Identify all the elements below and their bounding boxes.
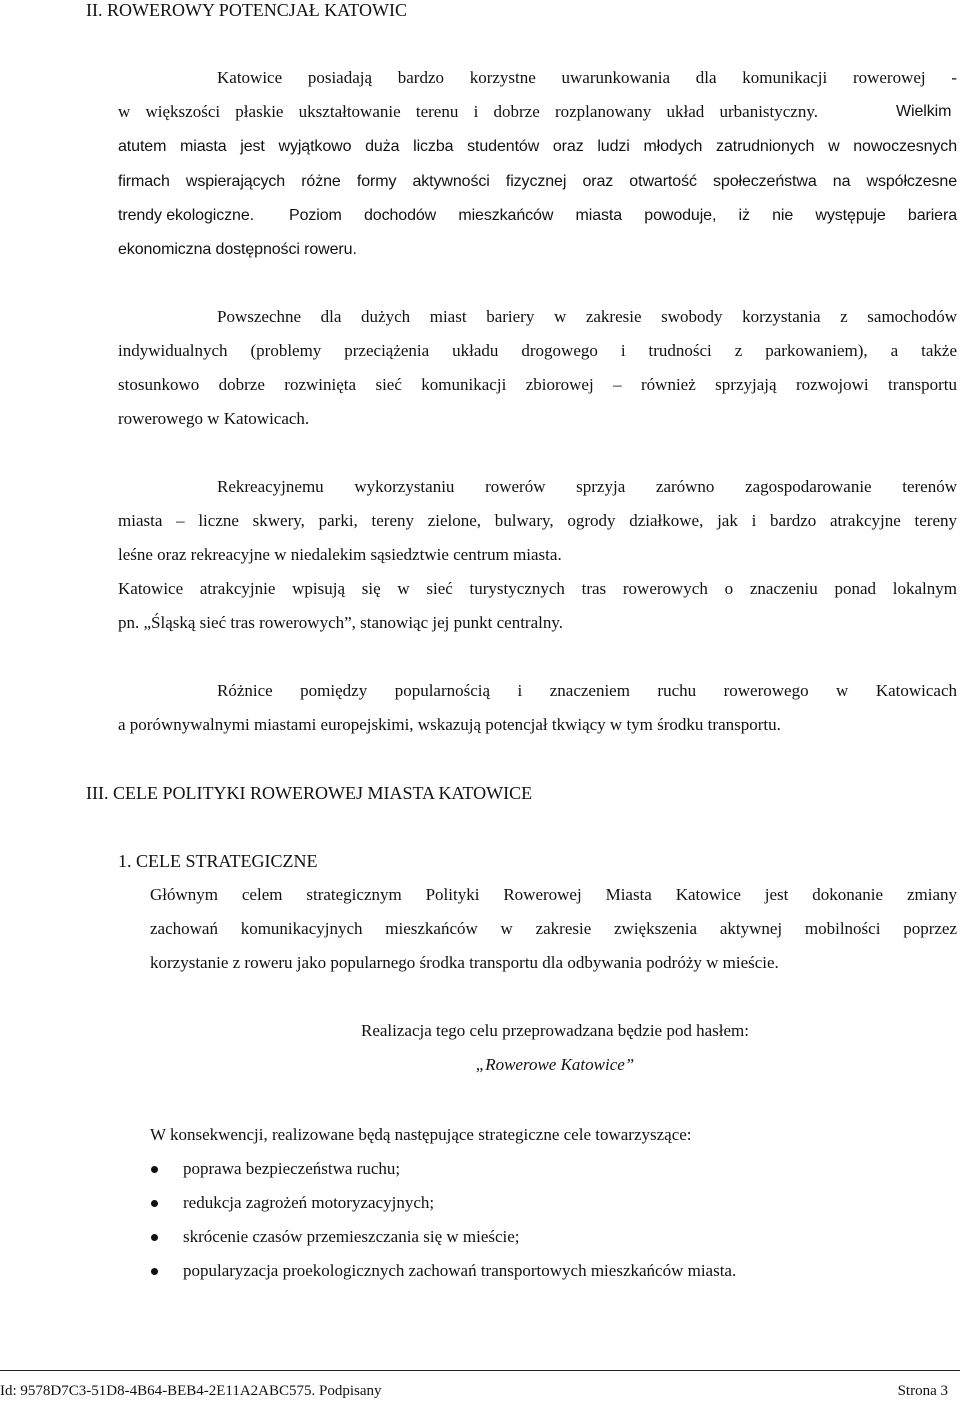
paragraph-line: firmach wspierających różne formy aktywności fizycznej oraz otwartość społeczeństwa na współczesne [118, 173, 957, 190]
section-title-3: III. CELE POLITYKI ROWEROWEJ MIASTA KATOWICE [86, 783, 533, 803]
paragraph-line: indywidualnych (problemy przeciążenia układu drogowego i trudności z parkowaniem), a także [118, 341, 957, 360]
list-intro: W konsekwencji, realizowane będą następujące strategiczne cele towarzyszące: [150, 1125, 692, 1144]
paragraph-line: korzystanie z roweru jako popularnego środka transportu dla odbywania podróży w mieście. [150, 953, 779, 972]
list-item: skrócenie czasów przemieszczania się w mieście; [183, 1227, 520, 1246]
paragraph-line: Rekreacyjnemu wykorzystaniu rowerów sprzyja zarówno zagospodarowanie terenów [217, 477, 957, 496]
paragraph-line: Katowice atrakcyjnie wpisują się w sieć turystycznych tras rowerowych o znaczeniu ponad lokalnym [118, 579, 957, 598]
list-item: popularyzacja proekologicznych zachowań transportowych mieszkańców miasta. [183, 1261, 737, 1280]
paragraph-line: Katowice posiadają bardzo korzystne uwarunkowania dla komunikacji rowerowej - [217, 68, 957, 87]
list-item: redukcja zagrożeń motoryzacyjnych; [183, 1193, 435, 1212]
bullet-icon [151, 1166, 158, 1173]
paragraph-line: Wielkim [896, 103, 952, 120]
page-number: Strona 3 [897, 1383, 948, 1399]
paragraph-line: Głównym celem strategicznym Polityki Rowerowej Miasta Katowice jest dokonanie zmiany [150, 885, 957, 904]
paragraph-line: zachowań komunikacyjnych mieszkańców w zakresie zwiększenia aktywnej mobilności poprzez [150, 919, 957, 938]
paragraph-line: pn. „Śląską sieć tras rowerowych”, stanowiąc jej punkt centralny. [118, 613, 563, 632]
document-id: Id: 9578D7C3-51D8-4B64-BEB4-2E11A2ABC575. Podpisany [0, 1383, 382, 1399]
paragraph-line: rowerowego w Katowicach. [118, 409, 310, 428]
paragraph-line: leśne oraz rekreacyjne w niedalekim sąsiedztwie centrum miasta. [118, 545, 562, 564]
paragraph-line: atutem miasta jest wyjątkowo duża liczba studentów oraz ludzi młodych zatrudnionych w nowoczesnych [118, 138, 957, 155]
bullet-icon [151, 1200, 158, 1207]
paragraph-line: ekonomiczna dostępności roweru. [118, 241, 357, 258]
paragraph-line: stosunkowo dobrze rozwinięta sieć komunikacji zbiorowej – również sprzyjają rozwojowi transportu [118, 375, 957, 394]
section-title-2: II. ROWEROWY POTENCJAŁ KATOWIC [86, 0, 407, 20]
paragraph-line: a porównywalnymi miastami europejskimi, wskazują potencjał tkwiący w tym środku transportu. [118, 715, 781, 734]
slogan-intro: Realizacja tego celu przeprowadzana będzie pod hasłem: [361, 1021, 749, 1040]
paragraph-line: Poziom dochodów mieszkańców miasta powoduje, iż nie występuje bariera [289, 207, 957, 224]
footer-divider [0, 1370, 960, 1371]
list-item: poprawa bezpieczeństwa ruchu; [183, 1159, 401, 1178]
paragraph-line: Powszechne dla dużych miast bariery w zakresie swobody korzystania z samochodów [217, 307, 957, 326]
bullet-icon [151, 1268, 158, 1275]
paragraph-line: miasta – liczne skwery, parki, tereny zielone, bulwary, ogrody działkowe, jak i bardzo atrakcyjne tereny [118, 511, 957, 530]
paragraph-line: trendy ekologiczne. [118, 207, 254, 224]
paragraph-line: w większości płaskie ukształtowanie terenu i dobrze rozplanowany układ urbanistyczny. [118, 102, 818, 121]
bullet-icon [151, 1234, 158, 1241]
paragraph-line: Różnice pomiędzy popularnością i znaczeniem ruchu rowerowego w Katowicach [217, 681, 957, 700]
slogan: „Rowerowe Katowice” [475, 1055, 635, 1074]
subsection-title: 1. CELE STRATEGICZNE [118, 851, 318, 871]
